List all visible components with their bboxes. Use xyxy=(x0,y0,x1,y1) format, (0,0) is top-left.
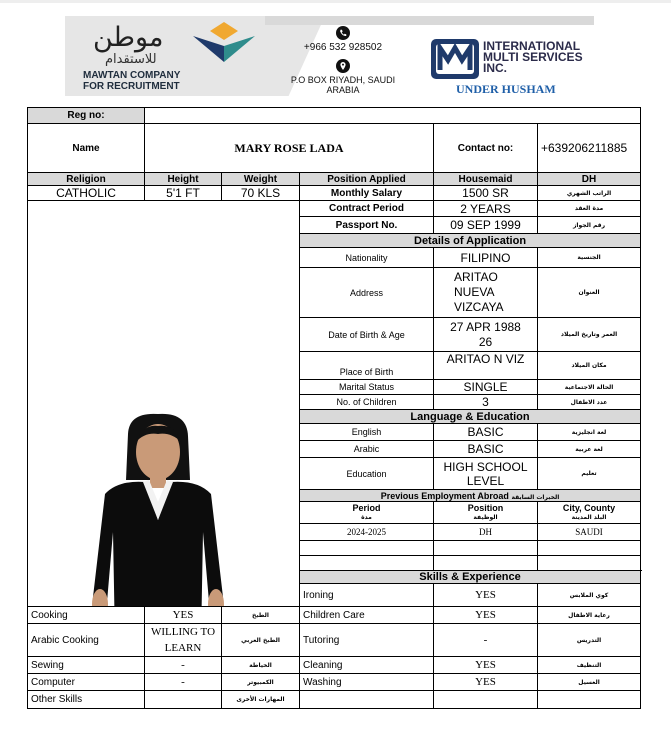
address-line-3: VIZCAYA xyxy=(454,300,504,314)
skill-left-arabic: الكمبيوتر xyxy=(222,674,300,691)
details-of-application-title: Details of Application xyxy=(300,234,641,248)
skill-right-label: Tutoring xyxy=(300,624,434,657)
mawtan-arabic-subtitle: للاستقدام xyxy=(105,52,157,67)
reg-row xyxy=(28,108,641,124)
salary-row xyxy=(28,186,641,201)
salary-label: Monthly Salary xyxy=(300,186,434,201)
education-arabic: تعليم xyxy=(538,458,641,490)
skill-left-arabic: المهارات الأخرى xyxy=(222,691,300,709)
name-row xyxy=(28,124,641,173)
passport-label: Passport No. xyxy=(300,217,434,234)
weight-value: 70 KLS xyxy=(222,186,300,201)
address-label: Address xyxy=(300,268,434,318)
housemaid-header: Housemaid xyxy=(434,173,538,186)
english-label: English xyxy=(300,424,434,441)
address-arabic: العنوان xyxy=(538,268,641,318)
skill-right-value: YES xyxy=(434,674,538,691)
skill-right-value: YES xyxy=(434,607,538,624)
dob-arabic: العمر وتاريخ الميلاد xyxy=(538,318,641,352)
skill-left-arabic: الطبخ العربي xyxy=(222,624,300,657)
skill-right-label xyxy=(300,691,434,709)
education-line-2: LEVEL xyxy=(466,473,505,488)
english-value: BASIC xyxy=(434,424,538,441)
height-value: 5'1 FT xyxy=(145,186,222,201)
skills-row xyxy=(28,657,641,674)
language-education-title: Language & Education xyxy=(300,410,641,424)
letterhead xyxy=(65,16,594,96)
name-value: MARY ROSE LADA xyxy=(145,124,434,173)
skill-right-value: YES xyxy=(434,657,538,674)
contract-arabic: مدة العقد xyxy=(538,201,641,217)
attributes-header-row xyxy=(28,173,641,186)
position-header-ar: الوظيفة xyxy=(473,513,498,521)
under-husham: UNDER HUSHAM xyxy=(456,82,556,96)
ims-logo-icon xyxy=(430,38,480,80)
prev-city: SAUDI xyxy=(538,524,641,541)
arabic-label: Arabic xyxy=(300,441,434,458)
previous-employment-title xyxy=(300,490,641,502)
religion-value: CATHOLIC xyxy=(28,186,145,201)
mawtan-diamond-logo-icon xyxy=(191,22,257,64)
previous-employment-title-ar: الخبرات السابقة xyxy=(511,493,560,501)
education-value xyxy=(434,458,538,490)
skill-right-label: Cleaning xyxy=(300,657,434,674)
application-form xyxy=(27,107,641,709)
skill-right-label: Children Care xyxy=(300,607,434,624)
skill-left-label: Ironing xyxy=(300,584,434,607)
height-header: Height xyxy=(145,173,222,186)
skills-row xyxy=(28,691,641,709)
contract-row xyxy=(28,201,641,217)
reg-value xyxy=(145,108,641,124)
address-line-2: NUEVA xyxy=(454,285,495,299)
company-name xyxy=(83,70,180,92)
skill-left-value: - xyxy=(145,657,222,674)
dob-date: 27 APR 1988 xyxy=(450,319,521,334)
salary-value: 1500 SR xyxy=(434,186,538,201)
skills-row xyxy=(28,607,641,624)
marital-value: SINGLE xyxy=(434,380,538,395)
salary-arabic: الراتب الشهري xyxy=(538,186,641,201)
contact-block xyxy=(283,26,403,95)
skill-right-value: - xyxy=(434,624,538,657)
children-label: No. of Children xyxy=(300,395,434,410)
skill-left-value-line-2: LEARN xyxy=(164,642,202,654)
weight-header: Weight xyxy=(222,173,300,186)
contact-value: +639206211885 xyxy=(538,124,641,173)
skill-left-label: Arabic Cooking xyxy=(28,624,145,657)
children-value: 3 xyxy=(434,395,538,410)
contract-label: Contract Period xyxy=(300,201,434,217)
skill-left-value-line-1: WILLING TO xyxy=(150,626,216,638)
skills-row xyxy=(28,674,641,691)
company-name-line1: MAWTAN COMPANY xyxy=(83,70,181,81)
previous-employment-title-en: Previous Employment Abroad xyxy=(380,490,509,501)
top-border xyxy=(0,0,671,3)
skill-left-value xyxy=(145,691,222,709)
passport-arabic: رقم الجواز xyxy=(538,217,641,234)
marital-arabic: الحالة الاجتماعية xyxy=(538,380,641,395)
contact-label: Contact no: xyxy=(434,124,538,173)
phone-icon xyxy=(336,26,350,40)
prev-empty-cell xyxy=(300,556,434,571)
skill-left-arabic: الطبخ xyxy=(222,607,300,624)
applicant-photo-cell xyxy=(28,201,300,607)
skill-left-value xyxy=(145,624,222,657)
skill-right-arabic: رعاية الاطفال xyxy=(538,607,641,624)
skill-right-label: Washing xyxy=(300,674,434,691)
city-header-ar: البلد المدينة xyxy=(571,513,607,521)
contract-value: 2 YEARS xyxy=(434,201,538,217)
postal-address: P.O BOX RIYADH, SAUDI ARABIA xyxy=(290,75,396,95)
skill-left-label: Other Skills xyxy=(28,691,145,709)
skill-left-label: Sewing xyxy=(28,657,145,674)
prev-empty-cell xyxy=(434,541,538,556)
skills-row xyxy=(28,624,641,657)
english-arabic: لغة انجليزية xyxy=(538,424,641,441)
prev-empty-cell xyxy=(538,541,641,556)
dh-header: DH xyxy=(538,173,641,186)
marital-label: Marital Status xyxy=(300,380,434,395)
religion-header: Religion xyxy=(28,173,145,186)
ims-name-line2: MULTI SERVICES xyxy=(483,50,583,64)
dob-age: 26 xyxy=(478,334,493,349)
skill-left-arabic: كوي الملابس xyxy=(538,584,641,607)
pob-arabic: مكان الميلاد xyxy=(538,352,641,380)
nationality-label: Nationality xyxy=(300,248,434,268)
prev-empty-cell xyxy=(300,541,434,556)
address-line-1: ARITAO xyxy=(454,270,498,284)
dob-value xyxy=(434,318,538,352)
skill-left-label: Computer xyxy=(28,674,145,691)
prev-period: 2024-2025 xyxy=(300,524,434,541)
skill-left-label: Cooking xyxy=(28,607,145,624)
skill-left-value: YES xyxy=(434,584,538,607)
location-pin-icon xyxy=(336,59,350,73)
skill-right-value xyxy=(434,691,538,709)
skill-left-value: YES xyxy=(145,607,222,624)
position-header-en: Position xyxy=(467,502,504,513)
name-label: Name xyxy=(28,124,145,173)
children-arabic: عدد الاطفال xyxy=(538,395,641,410)
passport-value: 09 SEP 1999 xyxy=(434,217,538,234)
skill-right-arabic: التدريس xyxy=(538,624,641,657)
arabic-arabic: لغة عربية xyxy=(538,441,641,458)
mawtan-arabic-logo: موطن xyxy=(93,22,164,53)
nationality-value: FILIPINO xyxy=(434,248,538,268)
ims-name-line3: INC. xyxy=(483,61,507,75)
dob-label: Date of Birth & Age xyxy=(300,318,434,352)
city-header-en: City, County xyxy=(562,502,616,513)
prev-position: DH xyxy=(434,524,538,541)
phone-number: +966 532 928502 xyxy=(303,42,383,53)
nationality-arabic: الجنسية xyxy=(538,248,641,268)
pob-label: Place of Birth xyxy=(300,352,434,380)
city-header xyxy=(538,502,641,524)
skill-right-arabic: الغسيل xyxy=(538,674,641,691)
skill-right-arabic: التنظيف xyxy=(538,657,641,674)
letterhead-strip xyxy=(265,16,594,25)
applicant-portrait-icon xyxy=(83,412,233,607)
period-header-ar: مدة xyxy=(361,513,372,521)
period-header xyxy=(300,502,434,524)
company-name-line2: FOR RECRUITMENT xyxy=(83,81,180,92)
reg-label: Reg no: xyxy=(28,108,145,124)
pob-value: ARITAO N VIZ xyxy=(434,352,538,380)
prev-empty-cell xyxy=(434,556,538,571)
address-value xyxy=(434,268,538,318)
prev-empty-cell xyxy=(538,556,641,571)
arabic-value: BASIC xyxy=(434,441,538,458)
skill-right-arabic xyxy=(538,691,641,709)
skill-left-arabic: الخياطة xyxy=(222,657,300,674)
education-label: Education xyxy=(300,458,434,490)
ims-name xyxy=(483,41,583,74)
skills-experience-title: Skills & Experience xyxy=(300,571,641,584)
period-header-en: Period xyxy=(352,502,381,513)
position-header xyxy=(434,502,538,524)
skill-left-value: - xyxy=(145,674,222,691)
ims-name-line1: INTERNATIONAL xyxy=(483,39,581,53)
position-applied-header: Position Applied xyxy=(300,173,434,186)
education-line-1: HIGH SCHOOL xyxy=(443,459,528,474)
